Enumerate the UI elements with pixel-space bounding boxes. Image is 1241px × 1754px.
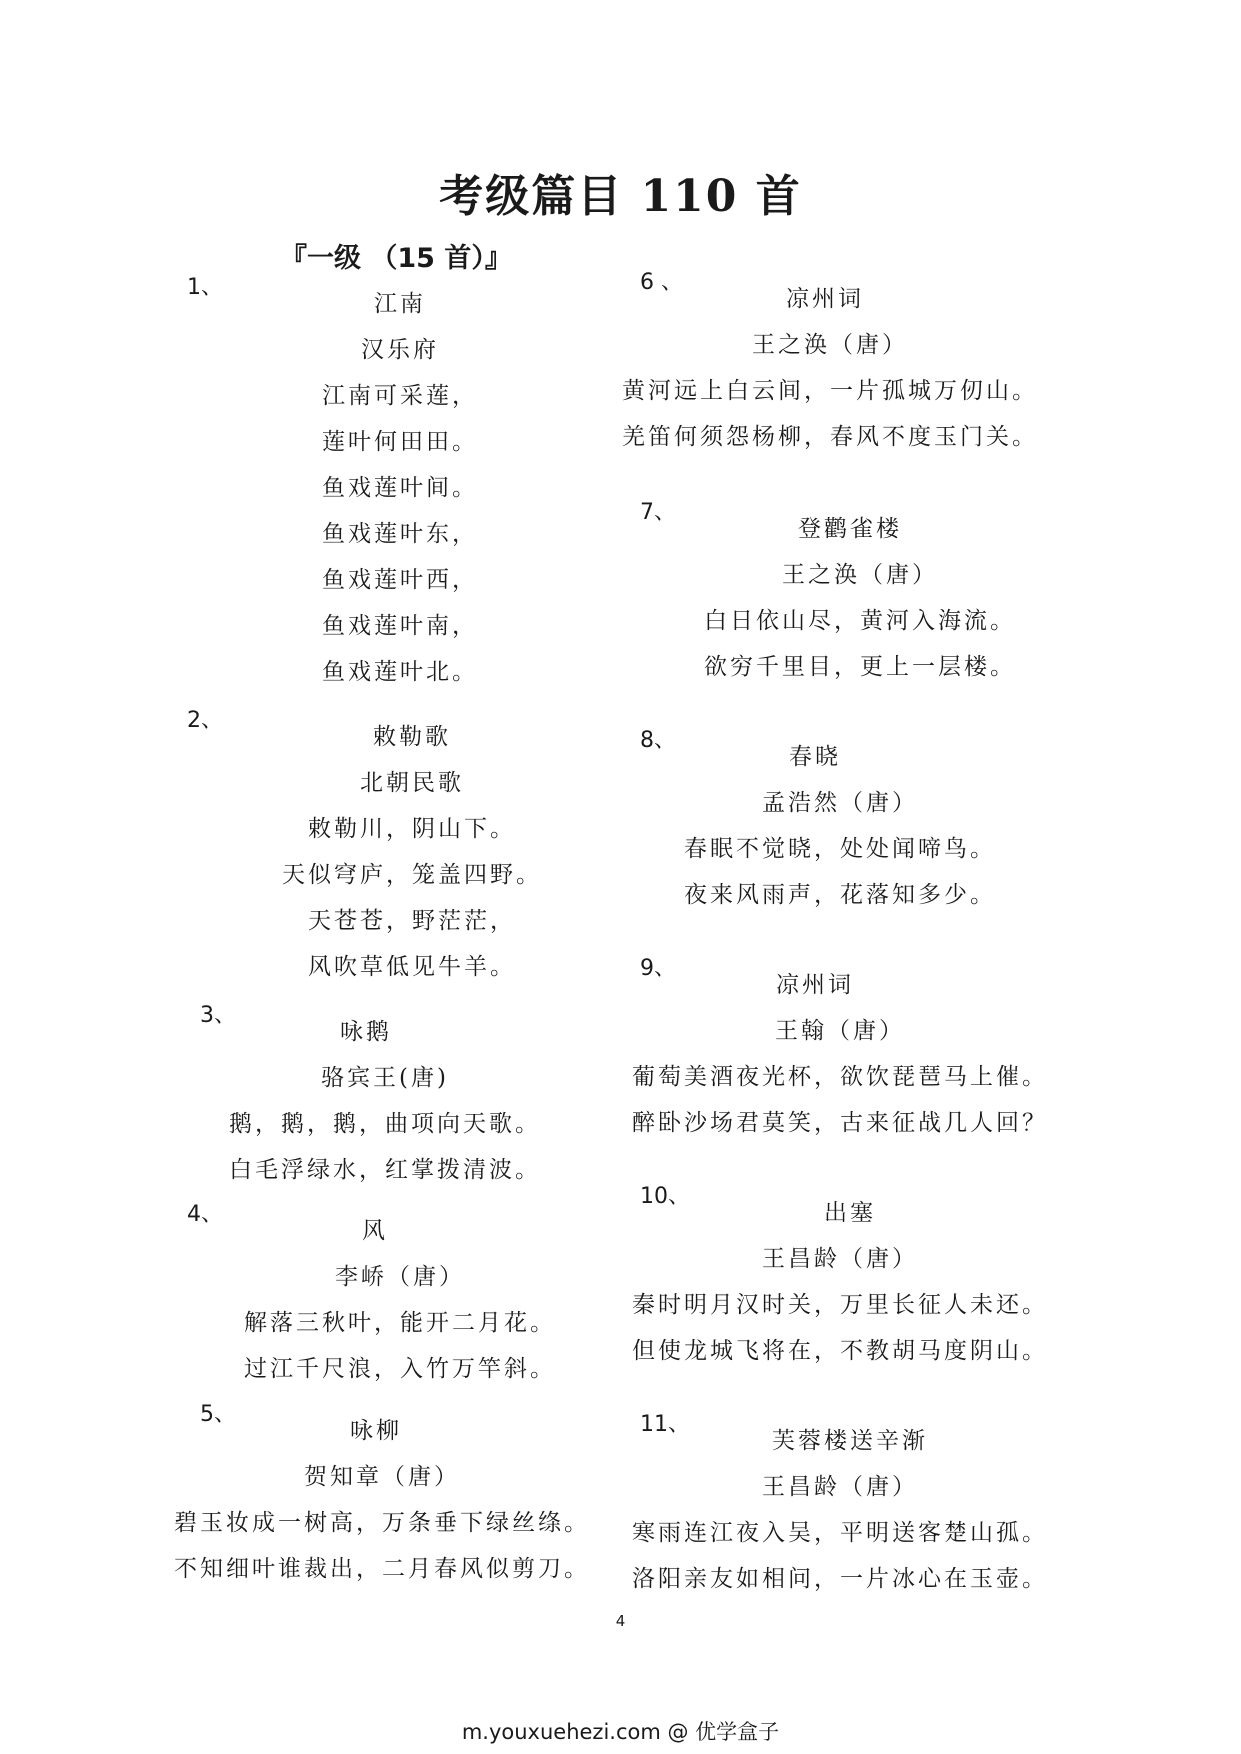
poem-title: 咏鹅 xyxy=(340,1019,392,1045)
poem-line: 鱼戏莲叶间。 xyxy=(322,475,478,501)
poem-title: 芙蓉楼送辛渐 xyxy=(772,1428,928,1454)
page-number: 4 xyxy=(615,1612,626,1630)
poem-author: 王昌龄（唐） xyxy=(762,1474,918,1500)
footer-watermark: m.youxuehezi.com @ 优学盒子 xyxy=(461,1720,780,1744)
poem-title: 江南 xyxy=(374,291,426,317)
poem-author: 王之涣（唐） xyxy=(782,562,938,588)
poem-line: 葡萄美酒夜光杯，欲饮琵琶马上催。 xyxy=(632,1064,1048,1090)
poem-line: 解落三秋叶，能开二月花。 xyxy=(244,1310,556,1336)
poem-number: 4、 xyxy=(187,1202,223,1227)
poem-line: 过江千尺浪，入竹万竿斜。 xyxy=(244,1356,556,1382)
poem-number: 11、 xyxy=(640,1412,690,1437)
poem-author: 骆宾王(唐) xyxy=(321,1065,449,1091)
poem-line: 醉卧沙场君莫笑，古来征战几人回？ xyxy=(632,1110,1048,1136)
poem-number: 3、 xyxy=(200,1003,236,1028)
poem-line: 春眠不觉晓，处处闻啼鸟。 xyxy=(684,836,996,862)
poem-title: 凉州词 xyxy=(786,286,864,312)
poem-number: 7、 xyxy=(640,500,676,525)
poem-line: 白日依山尽，黄河入海流。 xyxy=(704,608,1016,634)
poem-title: 春晓 xyxy=(789,744,841,770)
page-title: 考级篇目 110 首 xyxy=(439,171,802,222)
poem-line: 鹅，鹅，鹅，曲项向天歌。 xyxy=(229,1111,541,1137)
poem-line: 鱼戏莲叶北。 xyxy=(322,659,478,685)
poem-title: 风 xyxy=(362,1218,388,1244)
poem-author: 北朝民歌 xyxy=(360,770,464,796)
poem-author: 李峤（唐） xyxy=(335,1264,465,1290)
poem-line: 秦时明月汉时关，万里长征人未还。 xyxy=(632,1292,1048,1318)
poem-line: 不知细叶谁裁出，二月春风似剪刀。 xyxy=(174,1556,590,1582)
poem-title: 咏柳 xyxy=(350,1418,402,1444)
poem-line: 莲叶何田田。 xyxy=(322,429,478,455)
poem-line: 羌笛何须怨杨柳，春风不度玉门关。 xyxy=(622,424,1038,450)
poem-line: 白毛浮绿水，红掌拨清波。 xyxy=(229,1157,541,1183)
section-heading: 『一级 （15 首）』 xyxy=(280,243,512,274)
poem-line: 鱼戏莲叶西， xyxy=(322,567,478,593)
poem-number: 6 、 xyxy=(640,270,683,295)
poem-line: 黄河远上白云间，一片孤城万仞山。 xyxy=(622,378,1038,404)
poem-line: 寒雨连江夜入吴，平明送客楚山孤。 xyxy=(632,1520,1048,1546)
poem-line: 风吹草低见牛羊。 xyxy=(308,954,516,980)
poem-line: 洛阳亲友如相问，一片冰心在玉壶。 xyxy=(632,1566,1048,1592)
poem-number: 8、 xyxy=(640,728,676,753)
poem-line: 但使龙城飞将在，不教胡马度阴山。 xyxy=(632,1338,1048,1364)
poem-line: 欲穷千里目，更上一层楼。 xyxy=(704,654,1016,680)
poem-author: 王之涣（唐） xyxy=(752,332,908,358)
poem-title: 敕勒歌 xyxy=(373,724,451,750)
poem-number: 10、 xyxy=(640,1184,690,1209)
poem-number: 1、 xyxy=(187,275,223,300)
poem-author: 王翰（唐） xyxy=(775,1018,905,1044)
poem-line: 江南可采莲， xyxy=(322,383,478,409)
poem-title: 登鹳雀楼 xyxy=(798,516,902,542)
poem-author: 汉乐府 xyxy=(361,337,439,363)
poem-line: 天似穹庐，笼盖四野。 xyxy=(282,862,542,888)
poem-line: 碧玉妆成一树高，万条垂下绿丝绦。 xyxy=(174,1510,590,1536)
poem-line: 鱼戏莲叶南， xyxy=(322,613,478,639)
poem-title: 凉州词 xyxy=(776,972,854,998)
poem-number: 9、 xyxy=(640,956,676,981)
poem-author: 贺知章（唐） xyxy=(304,1464,460,1490)
poem-line: 敕勒川，阴山下。 xyxy=(308,816,516,842)
poem-author: 孟浩然（唐） xyxy=(762,790,918,816)
poem-number: 5、 xyxy=(200,1402,236,1427)
poem-line: 天苍苍，野茫茫， xyxy=(308,908,516,934)
poem-author: 王昌龄（唐） xyxy=(762,1246,918,1272)
poem-line: 夜来风雨声，花落知多少。 xyxy=(684,882,996,908)
poem-title: 出塞 xyxy=(824,1200,876,1226)
poem-number: 2、 xyxy=(187,708,223,733)
poem-line: 鱼戏莲叶东， xyxy=(322,521,478,547)
